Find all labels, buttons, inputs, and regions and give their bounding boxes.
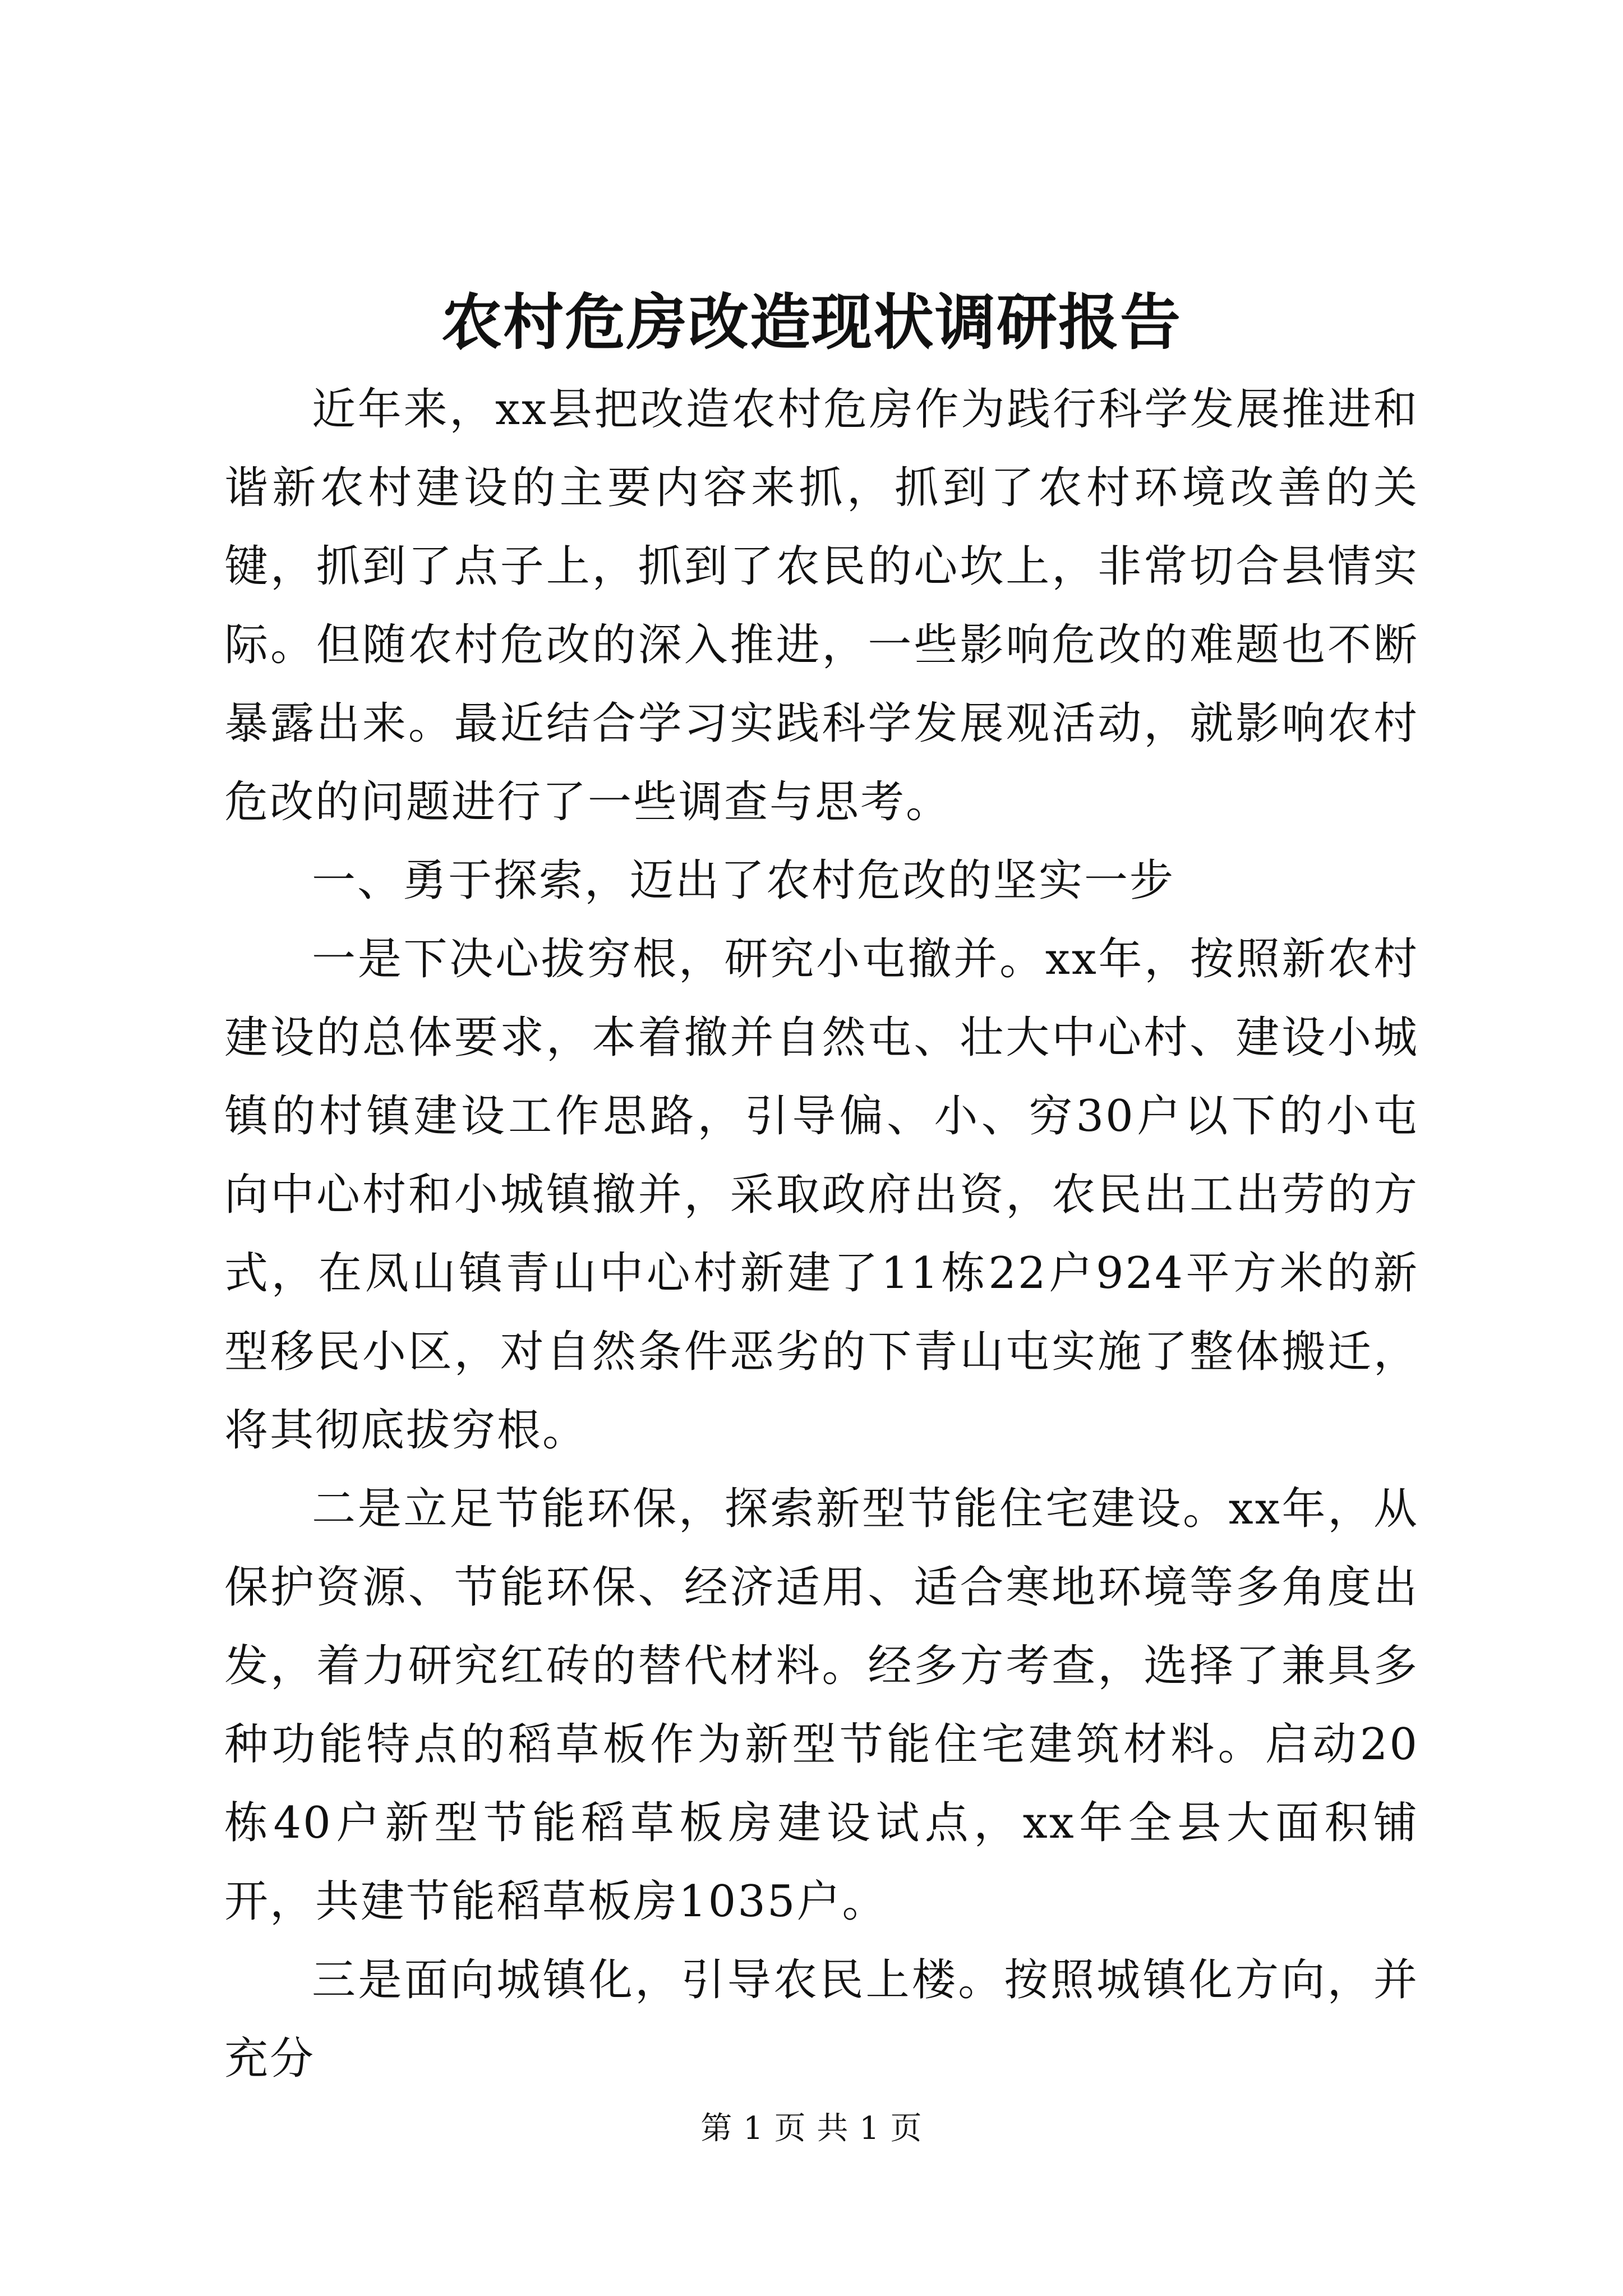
section-heading-1: 一、勇于探索，迈出了农村危改的坚实一步 (312, 855, 1175, 906)
body-paragraph: 三是面向城镇化，引导农民上楼。按照城镇化方向，并充分 (224, 1955, 1419, 2084)
body-paragraph: 一是下决心拔穷根，研究小屯撤并。xx年，按照新农村建设的总体要求，本着撤并自然屯、壮大中心村、建设小城镇的村镇建设工作思路，引导偏、小、穷30户以下的小屯向中心村和小城镇撤并，采取政府出资，农民出工出劳的方式，在凤山镇青山中心村新建了11栋22户924平方米的新型移民小区，对自然条件恶劣的下青山屯实施了整体搬迁，将其彻底拔穷根。 (224, 934, 1419, 1456)
body-paragraph: 二是立足节能环保，探索新型节能住宅建设。xx年，从保护资源、节能环保、经济适用、适合寒地环境等多角度出发，着力研究红砖的替代材料。经多方考查，选择了兼具多种功能特点的稻草板作为新型节能住宅建筑材料。启动20栋40户新型节能稻草板房建设试点，xx年全县大面积铺开，共建节能稻草板房1035户。 (224, 1484, 1419, 1927)
document-body (224, 370, 1419, 2098)
document-title: 农村危房改造现状调研报告 (441, 287, 1182, 358)
page-footer: 第 1 页 共 1 页 (700, 2110, 923, 2147)
intro-paragraph: 近年来，xx县把改造农村危房作为践行科学发展推进和谐新农村建设的主要内容来抓，抓到了农村环境改善的关键，抓到了点子上，抓到了农民的心坎上，非常切合县情实际。但随农村危改的深入推进，一些影响危改的难题也不断暴露出来。最近结合学习实践科学发展观活动，就影响农村危改的问题进行了一些调查与思考。 (224, 384, 1419, 827)
